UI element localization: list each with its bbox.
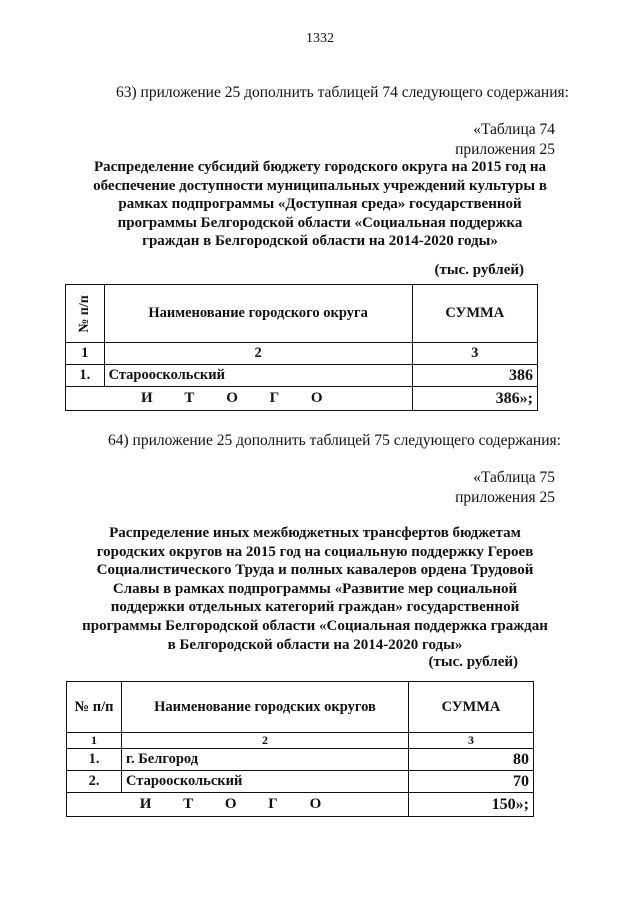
header-name: Наименование городского округа: [104, 285, 412, 343]
title-line: Распределение иных межбюджетных трансфертов бюджетам: [109, 525, 521, 541]
header-num: № п/п: [67, 682, 122, 733]
header-num: № п/п: [66, 285, 105, 343]
row-sum: 386: [412, 365, 537, 387]
table-74: [65, 284, 538, 411]
title-line: поддержки отдельных категорий граждан» государственной: [110, 599, 520, 616]
title-line: в Белгородской области на 2014-2020 годы»: [167, 636, 463, 653]
row-num: 2.: [67, 771, 122, 793]
row-num: 1.: [67, 749, 122, 771]
col-num-2: 2: [104, 343, 412, 365]
total-value: 386»;: [412, 387, 537, 411]
header-sum: СУММА: [409, 682, 534, 733]
title-line: Распределение субсидий бюджету городского округа на 2015 год на: [93, 159, 547, 175]
table74-title: [40, 158, 600, 251]
table75-title: [35, 524, 595, 654]
table74-ref-line1: «Таблица 74: [473, 121, 555, 138]
title-line: программы Белгородской области «Социальная поддержка граждан: [82, 617, 548, 634]
table-75: [66, 681, 534, 817]
table74-reference: [455, 120, 555, 160]
title-line: городских округов на 2015 год на социальную поддержку Героев: [96, 543, 534, 560]
col-num-2: 2: [122, 733, 409, 749]
title-line: Славы в рамках подпрограммы «Развитие мер социальной: [112, 580, 518, 597]
paragraph-63: 63) приложение 25 дополнить таблицей 74 следующего содержания:: [116, 84, 569, 101]
row-sum: 70: [409, 771, 534, 793]
table-row: [67, 771, 534, 793]
title-line: рамках подпрограммы «Доступная среда» государственной: [118, 196, 522, 213]
table75-reference: [455, 468, 555, 508]
row-num: 1.: [66, 365, 105, 387]
col-num-1: 1: [67, 733, 122, 749]
table-header-row: [66, 285, 538, 343]
table74-units: (тыс. рублей): [434, 262, 524, 278]
title-line: граждан в Белгородской области на 2014-2020 годы»: [142, 233, 498, 250]
total-label: И Т О Г О: [66, 387, 413, 411]
col-num-1: 1: [66, 343, 105, 365]
column-number-row: [67, 733, 534, 749]
title-line: обеспечение доступности муниципальных учреждений культуры в: [93, 177, 547, 194]
total-label: И Т О Г О: [67, 793, 409, 817]
table-row: [67, 749, 534, 771]
header-name: Наименование городских округов: [122, 682, 409, 733]
table75-units: (тыс. рублей): [428, 654, 518, 670]
total-row: [67, 793, 534, 817]
total-value: 150»;: [409, 793, 534, 817]
row-name: г. Белгород: [122, 749, 409, 771]
col-num-3: 3: [412, 343, 537, 365]
column-number-row: [66, 343, 538, 365]
table-header-row: [67, 682, 534, 733]
row-name: Старооскольский: [104, 365, 412, 387]
total-row: [66, 387, 538, 411]
title-line: Социалистического Труда и полных кавалеров ордена Трудовой: [96, 562, 534, 579]
paragraph-64: 64) приложение 25 дополнить таблицей 75 следующего содержания:: [108, 432, 561, 449]
table74-ref-line2: приложения 25: [455, 141, 555, 158]
page-number: 1332: [306, 31, 334, 46]
title-line: программы Белгородской области «Социальная поддержка: [117, 214, 523, 231]
table75-ref-line2: приложения 25: [455, 489, 555, 506]
row-name: Старооскольский: [122, 771, 409, 793]
col-num-3: 3: [409, 733, 534, 749]
row-sum: 80: [409, 749, 534, 771]
table-row: [66, 365, 538, 387]
table75-ref-line1: «Таблица 75: [473, 469, 555, 486]
header-sum: СУММА: [412, 285, 537, 343]
